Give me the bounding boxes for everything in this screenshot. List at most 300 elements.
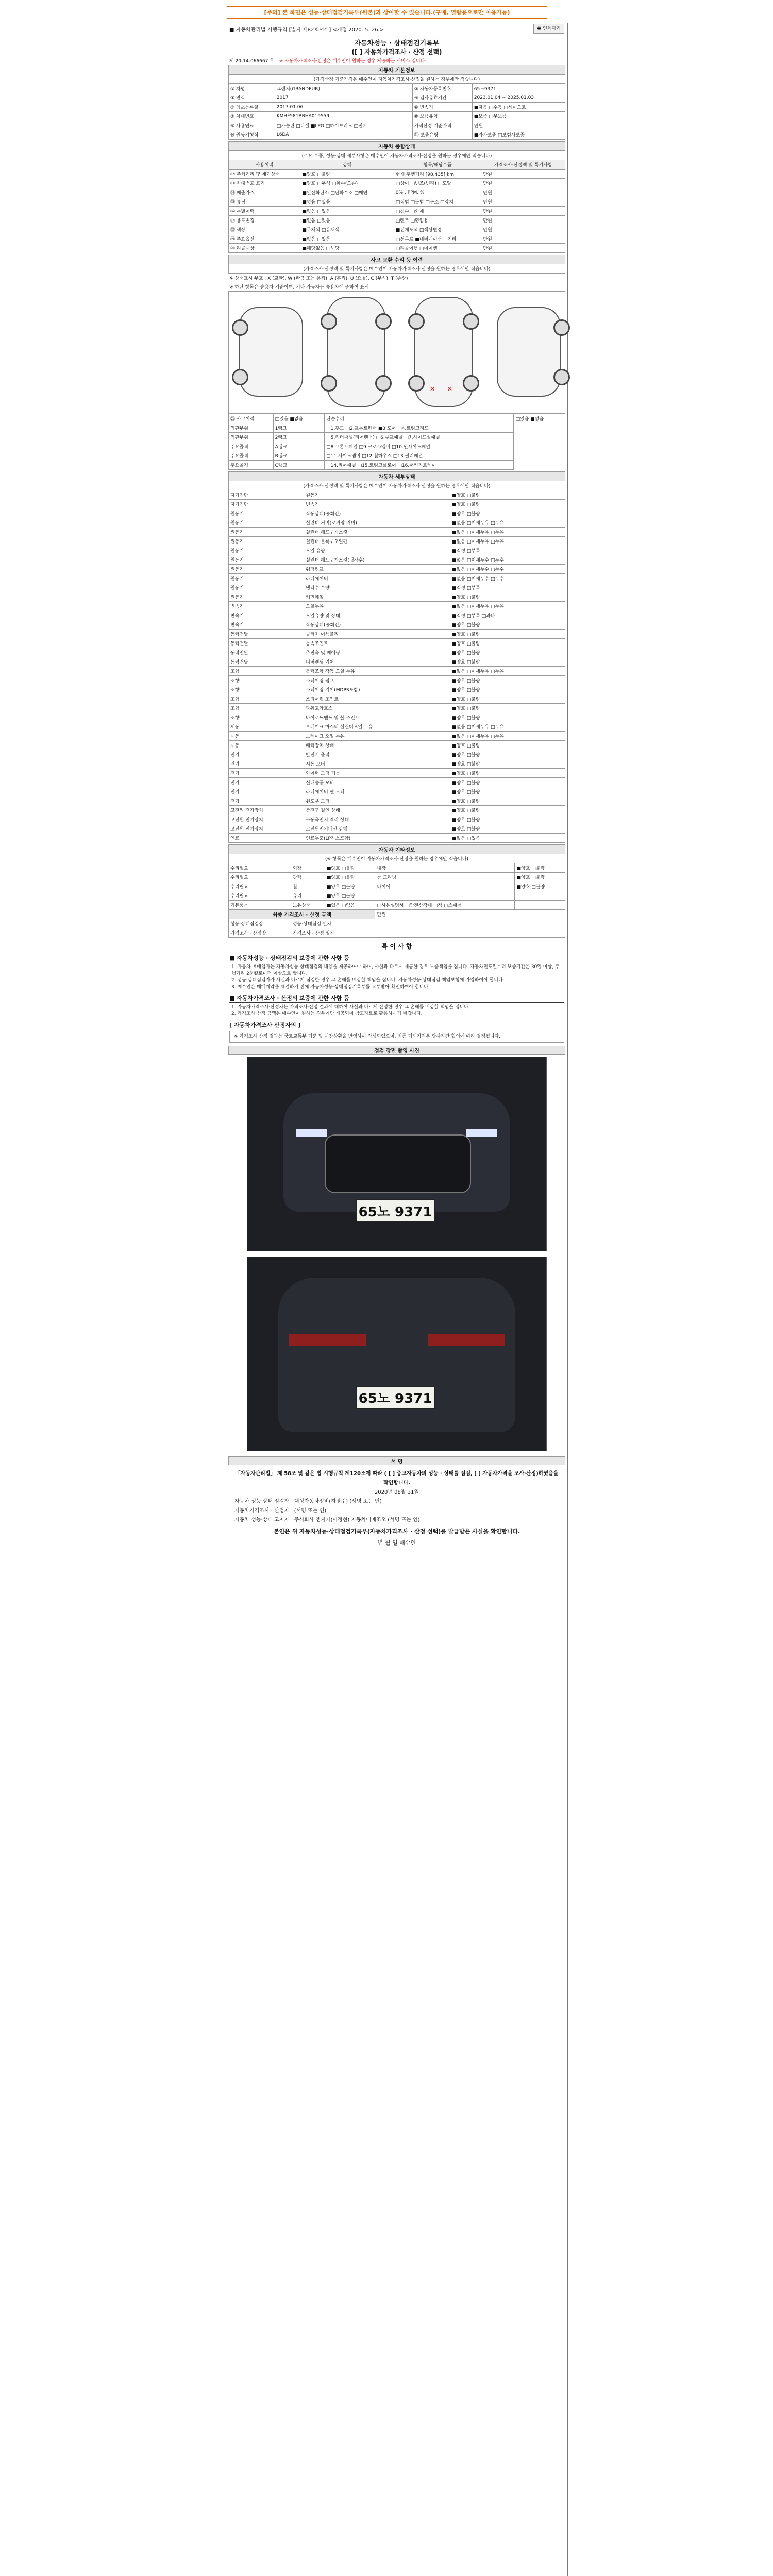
table-cell: 유리 <box>291 891 325 901</box>
table-row <box>229 863 565 873</box>
table-row <box>229 433 565 442</box>
table-row <box>229 234 565 244</box>
table-cell: 배력장치 상태 <box>304 741 450 750</box>
table-cell: 2랭크 <box>273 433 325 442</box>
wheel-icon <box>408 313 425 330</box>
table-cell: 라디에이터 <box>304 574 450 583</box>
table-cell <box>515 891 565 901</box>
table-cell: ■양호 □불량 <box>515 863 565 873</box>
table-row <box>229 423 565 433</box>
table-cell: ⑬ 차대번호 표기 <box>229 179 300 188</box>
table-row <box>229 451 565 461</box>
status-table <box>228 141 565 253</box>
table-cell: 파워고압호스 <box>304 704 450 713</box>
table-cell: 원동기 <box>229 528 304 537</box>
table-cell: 원동기 <box>229 509 304 518</box>
table-row <box>229 778 565 787</box>
table-cell: 전기 <box>229 787 304 796</box>
table-cell: 와이퍼 모터 기능 <box>304 769 450 778</box>
table-cell: ■양호 □불량 <box>450 490 565 500</box>
table-cell: 스티어링 기어(MDPS포함) <box>304 685 450 694</box>
table-cell: 고전원 전기장치 <box>229 815 304 824</box>
table-row <box>229 676 565 685</box>
table-row <box>229 741 565 750</box>
doc-title: 자동차성능 · 상태점검기록부 <box>354 40 440 47</box>
table-row <box>229 188 565 197</box>
table-row <box>229 518 565 528</box>
table-cell: 변속기 <box>304 500 450 509</box>
wheel-icon <box>553 319 570 336</box>
table-cell: 원동기 <box>229 583 304 592</box>
table-cell: ■일산화탄소 □탄화수소 □매연 <box>300 188 394 197</box>
notice-heading: ■ 자동차가격조사 · 산정의 보증에 관한 사항 등 <box>229 994 564 1003</box>
table-cell: 만원 <box>481 197 565 207</box>
table-cell: □상이 □변조(변타) □도말 <box>394 179 481 188</box>
table-cell: 수리필요 <box>229 863 291 873</box>
footer-statement: 본인은 위 자동차성능·상태점검기록부(자동차가격조사 · 산정 선택)를 발급받은 사실을 확인합니다. <box>273 1528 520 1535</box>
wheel-icon <box>375 313 392 330</box>
table-row <box>229 112 565 121</box>
table-cell: 전기 <box>229 769 304 778</box>
table-cell: ⑮ 튜닝 <box>229 197 300 207</box>
column-header: 상태 <box>300 160 394 170</box>
table-cell: ■없음 □미세누수 □누수 <box>450 555 565 565</box>
table-cell: 2023.01.04 ~ 2025.01.03 <box>472 93 565 103</box>
table-cell: 수리필요 <box>229 873 291 882</box>
table-row <box>229 555 565 565</box>
table-cell: ■없음 □있음 <box>300 234 394 244</box>
table-cell: ■없음 □미세누수 □누수 <box>450 574 565 583</box>
table-cell: A랭크 <box>273 442 325 451</box>
table-cell: 타이로드엔드 및 볼 조인트 <box>304 713 450 722</box>
car-top-front <box>327 297 385 407</box>
table-cell: 커먼레일 <box>304 592 450 602</box>
table-cell: ■없음 □미세누유 □누유 <box>450 722 565 732</box>
signer-label: 자동차가격조사 · 산정자 <box>234 1508 290 1514</box>
table-cell: ⑲ 주요옵션 <box>229 234 300 244</box>
table-row <box>229 121 565 130</box>
table-cell: ⑰ 용도변경 <box>229 216 300 225</box>
warning-banner: [주의] 본 화면은 성능·상태점검기록부(원본)과 상이할 수 있습니다.(구매, 열람용으로만 이용가능) <box>227 6 547 19</box>
table-cell: 워터펌프 <box>304 565 450 574</box>
table-cell: ■적정 □부족 □과다 <box>450 611 565 620</box>
table-cell: ■보증 □무보증 <box>472 112 565 121</box>
table-cell: C랭크 <box>273 461 325 470</box>
table-cell: 변속기 <box>229 602 304 611</box>
table-row <box>229 787 565 796</box>
table-cell: ■없음 □미세누유 □누유 <box>450 537 565 546</box>
table-cell: 연료누출(LP가스포함) <box>304 834 450 843</box>
table-cell: ■양호 □불량 <box>450 676 565 685</box>
doc-warning: ※ 자동차가격조사·산정은 매수인이 원하는 경우 제공하는 서비스 입니다. <box>279 59 427 64</box>
table-cell: 기본품목 <box>229 901 291 910</box>
section-title: 자동차 기본정보 <box>229 65 565 75</box>
table-cell: ■양호 □불량 <box>450 750 565 759</box>
notice-paragraph: 2. 가격조사·산정 금액은 매수인이 원하는 경우에만 제공되며 참고자료로 활용하시기 바랍니다. <box>231 1011 423 1016</box>
sign-statement: 「자동차관리법」 제 58조 및 같은 법 시행규칙 제120조에 따라 ( [ ] 중고자동차의 성능 · 상태를 점검, [ ] 자동차가격을 조사·산정)하였음을 확인합니다. <box>235 1471 559 1486</box>
table-cell: 브레이크 오일 누유 <box>304 732 450 741</box>
table-cell: 1랭크 <box>273 423 325 433</box>
table-cell: 주요골격 <box>229 442 274 451</box>
table-cell <box>515 901 565 910</box>
table-cell: ■없음 □미세누유 □누유 <box>450 732 565 741</box>
table-cell: ■없음 □미세누유 □누유 <box>450 667 565 676</box>
table-cell: 자기진단 <box>229 500 304 509</box>
table-row <box>229 750 565 759</box>
license-plate: 65노 9371 <box>356 1386 435 1409</box>
car-rear-photo <box>247 1257 547 1451</box>
table-row <box>229 197 565 207</box>
signer-label: 자동차 성능·상태 점검자 <box>234 1499 290 1504</box>
table-cell: 고전원 전기장치 <box>229 824 304 834</box>
table-cell: 조향 <box>229 694 304 704</box>
table-cell: 내장 <box>375 863 515 873</box>
signer-row <box>234 1506 559 1516</box>
table-cell: ■양호 □불량 <box>325 882 375 891</box>
sign-section-title: 서 명 <box>228 1456 565 1465</box>
table-row <box>229 667 565 676</box>
doc-number: 제 20-14-066667 호 <box>229 59 274 64</box>
table-cell: 휠 <box>291 882 325 891</box>
section-note: (가격조사·산정액 및 특기사항은 매수인이 자동차가격조사·산정을 원하는 경우에만 적습니다) <box>229 264 565 274</box>
table-row <box>229 901 565 910</box>
table-row <box>229 722 565 732</box>
table-cell: ■양호 □불량 <box>325 863 375 873</box>
table-cell: 만원 <box>481 216 565 225</box>
table-row <box>229 93 565 103</box>
table-cell: 65노9371 <box>472 84 565 93</box>
table-row <box>229 103 565 112</box>
doc-subtitle: ([ ] 자동차가격조사 · 산정 선택) <box>351 48 442 56</box>
table-cell: □가솔린 □디젤 ■LPG □하이브리드 □전기 <box>275 121 412 130</box>
table-cell: 만원 <box>481 188 565 197</box>
notice-paragraph: 3. 매수인은 매매계약을 체결하기 전에 자동차성능·상태점검기록부를 교부받아 확인하여야 합니다. <box>231 985 430 990</box>
notice-box-title: [ 자동차가격조사 산정자의 ] <box>229 1021 564 1029</box>
table-cell: ■없음 □있음 <box>450 834 565 843</box>
section-note: (※ 항목은 매수인이 자동차가격조사·산정을 원하는 경우에만 적습니다) <box>229 854 565 863</box>
table-cell: ■양호 □불량 <box>450 713 565 722</box>
table-cell: ⑩ 원동기형식 <box>229 130 275 140</box>
table-cell: ⑥ 변속기 <box>412 103 472 112</box>
damage-mark-icon: ✕ <box>447 385 453 393</box>
table-cell: ■양호 □불량 <box>450 639 565 648</box>
table-cell: 원동기 <box>229 518 304 528</box>
signer-row <box>234 1516 559 1525</box>
table-row <box>229 694 565 704</box>
table-cell: 연료 <box>229 834 304 843</box>
table-cell: ■양호 □불량 <box>450 648 565 657</box>
table-row <box>229 685 565 694</box>
table-cell: ■양호 □부식 □훼손(오손) <box>300 179 394 188</box>
inspect-label: 가격조사 · 산정장 <box>229 928 291 938</box>
table-cell: ⑨ 사용연료 <box>229 121 275 130</box>
table-row <box>229 546 565 555</box>
table-cell: ■없음 □미세누유 □누유 <box>450 528 565 537</box>
print-button[interactable] <box>533 24 564 34</box>
table-cell: 원동기 <box>229 555 304 565</box>
table-cell: □8.프론트패널 □9.크로스멤버 □10.인사이드패널 <box>325 442 514 451</box>
table-cell: 오일누유 <box>304 602 450 611</box>
table-row <box>229 500 565 509</box>
table-cell: ■무채색 □유채색 <box>300 225 394 234</box>
signer-value: (서명 또는 인) <box>294 1508 327 1514</box>
table-cell: □침수 □화재 <box>394 207 481 216</box>
table-row <box>229 806 565 815</box>
table-cell: 원동기 <box>229 574 304 583</box>
simple-repair-label: 단순수리 <box>325 414 514 423</box>
car-side-right <box>497 307 561 397</box>
table-cell: □렌트 □영업용 <box>394 216 481 225</box>
table-cell: ■있음 □없음 <box>325 901 375 910</box>
table-cell: ⑳ 리콜대상 <box>229 244 300 253</box>
table-cell: 고전원전기배선 상태 <box>304 824 450 834</box>
table-row <box>229 170 565 179</box>
table-cell: 제동 <box>229 722 304 732</box>
table-row <box>229 216 565 225</box>
table-cell: 작동상태(공회전) <box>304 509 450 518</box>
table-cell: 라디에이터 팬 모터 <box>304 787 450 796</box>
headlight-left <box>296 1129 327 1137</box>
table-cell: 변속기 <box>229 611 304 620</box>
table-cell: ■자가보증 □보험사보증 <box>472 130 565 140</box>
table-row <box>229 574 565 583</box>
table-cell: ■양호 □불량 <box>450 824 565 834</box>
table-cell: ■양호 □불량 <box>450 500 565 509</box>
table-cell: ■없음 □있음 <box>300 207 394 216</box>
basic-info-table <box>228 65 565 140</box>
table-cell: ■양호 □불량 <box>450 685 565 694</box>
table-cell: ■양호 □불량 <box>450 592 565 602</box>
table-cell: ■양호 □불량 <box>450 806 565 815</box>
table-cell: 스티어링 조인트 <box>304 694 450 704</box>
table-cell: □선루프 ■내비게이션 □기타 <box>394 234 481 244</box>
table-cell: 고전원 전기장치 <box>229 806 304 815</box>
table-row <box>229 815 565 824</box>
table-row <box>229 528 565 537</box>
table-cell: ■없음 □미세누유 □누유 <box>450 602 565 611</box>
table-row <box>229 565 565 574</box>
table-row <box>229 490 565 500</box>
legend-text: ※ 상태표시 부호 : X (교환), W (판금 또는 용접), A (흠집), U (요철), C (부식), T (손상) <box>229 276 408 281</box>
table-cell: 외판부위 <box>229 433 274 442</box>
table-cell: 실린더 헤드 / 개스킷(냉각수) <box>304 555 450 565</box>
table-row <box>229 84 565 93</box>
table-cell: 수리필요 <box>229 882 291 891</box>
inspection-record <box>226 23 568 2576</box>
table-cell: ■양호 □불량 <box>450 769 565 778</box>
section-note: (가격산정 기준가격은 매수인이 자동차가격조사·산정을 원하는 경우에만 적습니다) <box>229 75 565 84</box>
detail-table <box>228 471 565 843</box>
headlight-right <box>466 1129 497 1137</box>
table-cell: ■양호 □불량 <box>325 873 375 882</box>
table-cell: □14.리어패널 □15.트렁크플로어 □16.패키지트레이 <box>325 461 514 470</box>
table-cell: 만원 <box>472 121 565 130</box>
column-header: 사용이력 <box>229 160 300 170</box>
table-row <box>229 630 565 639</box>
notice-box: ※ 가격조사·산정 결과는 국토교통부 기준 및 시장상황을 반영하여 작성되었으며, 최종 거래가격은 당사자간 협의에 따라 결정됩니다. <box>229 1031 564 1043</box>
table-cell: 동력조향 작동 오일 누유 <box>304 667 450 676</box>
damage-mark-icon: ✕ <box>430 385 435 393</box>
table-cell: 만원 <box>481 234 565 244</box>
table-cell: L6DA <box>275 130 412 140</box>
table-cell: □5.쿼터패널(리어휀더) □6.루프패널 □7.사이드실패널 <box>325 433 514 442</box>
table-cell: 현재 주행거리 [98,435] km <box>394 170 481 179</box>
table-cell: B랭크 <box>273 451 325 461</box>
wheel-icon <box>463 375 479 392</box>
table-cell: 원동기 <box>304 490 450 500</box>
table-row <box>229 657 565 667</box>
table-cell: □리콜이행 □미이행 <box>394 244 481 253</box>
table-cell: □사용설명서 □안전삼각대 □잭 □스패너 <box>375 901 515 910</box>
table-cell: 클러치 어셈블리 <box>304 630 450 639</box>
table-cell: ■양호 □불량 <box>450 704 565 713</box>
wheel-icon <box>553 369 570 385</box>
taillight-left <box>289 1334 366 1346</box>
table-cell: ■적정 □부족 <box>450 546 565 555</box>
table-cell: ■양호 □불량 <box>450 657 565 667</box>
table-cell: 조향 <box>229 667 304 676</box>
simple-repair-value: □있음 ■없음 <box>514 414 565 423</box>
table-cell: 등속조인트 <box>304 639 450 648</box>
table-cell: 0% , PPM, % <box>394 188 481 197</box>
accident-header <box>228 255 565 274</box>
wheel-icon <box>321 375 337 392</box>
sign-date: 2020년 08월 31일 <box>374 1489 419 1495</box>
table-cell: 자기진단 <box>229 490 304 500</box>
wheel-icon <box>321 313 337 330</box>
table-row <box>229 759 565 769</box>
notice-paragraph: 1. 자동차 매매업자는 자동차성능·상태점검의 내용을 제공하여야 하며, 사실과 다르게 제공한 경우 보증책임을 집니다. 자동차인도일부터 보증기간은 30일 이상, 주행거리 2천킬로미터 이상으로 합니다. <box>231 964 560 976</box>
final-price-value: 만원 <box>375 910 565 919</box>
table-cell: KMHF581BBHA019559 <box>275 112 412 121</box>
table-cell: 변속기 <box>229 620 304 630</box>
table-row <box>229 509 565 518</box>
table-cell: ■양호 □불량 <box>450 778 565 787</box>
table-cell: 2017 <box>275 93 412 103</box>
table-cell: ■없음 □미세누유 □누유 <box>450 518 565 528</box>
table-cell: 주요골격 <box>229 451 274 461</box>
table-cell: 시동 모터 <box>304 759 450 769</box>
table-row <box>229 704 565 713</box>
table-cell: 실린더 헤드 / 개스킷 <box>304 528 450 537</box>
table-cell: ■양호 □불량 <box>515 882 565 891</box>
notice-paragraph: 1. 자동차가격조사·산정자는 가격조사·산정 결과에 대하여 사실과 다르게 산정한 경우 그 손해를 배상할 책임을 집니다. <box>231 1005 470 1010</box>
table-cell: ⑪ 보증유형 <box>412 130 472 140</box>
doc-header <box>226 23 567 35</box>
signer-label: 자동차 성능·상태 고지자 <box>234 1517 290 1523</box>
table-cell: 윈도우 모터 <box>304 796 450 806</box>
table-cell: 발전기 출력 <box>304 750 450 759</box>
table-cell: ⑭ 배출가스 <box>229 188 300 197</box>
table-cell: ⑤ 최초등록일 <box>229 103 275 112</box>
print-icon: 🖶 <box>536 26 542 31</box>
table-cell: 디퍼렌셜 기어 <box>304 657 450 667</box>
legend-text: ※ 하단 항목은 승용차 기준이며, 기타 자동차는 승용차에 준하여 표시 <box>229 285 369 290</box>
table-row <box>229 583 565 592</box>
table-cell: 실린더 블록 / 오일팬 <box>304 537 450 546</box>
table-cell: ■양호 □불량 <box>450 741 565 750</box>
inspect-date-label: 성능·상태점검 일자 <box>291 919 565 928</box>
table-cell <box>375 891 515 901</box>
table-row <box>229 461 565 470</box>
table-cell: ⑧ 보증유형 <box>412 112 472 121</box>
license-plate: 65노 9371 <box>356 1199 435 1222</box>
car-top-rear <box>414 297 473 407</box>
table-cell: 조향 <box>229 685 304 694</box>
table-cell: □11.사이드멤버 □12.휠하우스 □13.필러패널 <box>325 451 514 461</box>
table-cell: ■없음 □미세누수 □누수 <box>450 565 565 574</box>
table-cell: ⑦ 차대번호 <box>229 112 275 121</box>
buyer-line: 년 월 일 매수인 <box>377 1539 416 1546</box>
table-cell: ■양호 □불량 <box>450 787 565 796</box>
table-cell: 전기 <box>229 750 304 759</box>
table-cell: 냉각수 수량 <box>304 583 450 592</box>
table-row <box>229 882 565 891</box>
table-row <box>229 207 565 216</box>
car-diagram <box>228 291 565 414</box>
table-cell: ⑯ 특별이력 <box>229 207 300 216</box>
table-cell: ■양호 □불량 <box>325 891 375 901</box>
table-cell: 오일 유량 <box>304 546 450 555</box>
table-cell: ■자동 □수동 □세미오토 <box>472 103 565 112</box>
photo-section-title: 점검 장면 촬영 사진 <box>228 1046 565 1055</box>
table-cell: 만원 <box>481 207 565 216</box>
sign-block <box>226 1467 567 1527</box>
table-cell: 충전구 절연 상태 <box>304 806 450 815</box>
table-row <box>229 592 565 602</box>
table-row <box>229 602 565 611</box>
table-cell: □적법 □불법 □구조 □장치 <box>394 197 481 207</box>
table-cell: 외장 <box>291 863 325 873</box>
table-cell: ⑫ 주행거리 및 계기상태 <box>229 170 300 179</box>
table-cell: 실내송풍 모터 <box>304 778 450 787</box>
table-cell: ■양호 □불량 <box>450 759 565 769</box>
table-cell: ■양호 □불량 <box>450 815 565 824</box>
table-cell: 전기 <box>229 759 304 769</box>
table-cell: 원동기 <box>229 537 304 546</box>
section-note: (가격조사·산정액 및 특기사항은 매수인이 자동차가격조사·산정을 원하는 경우에만 적습니다) <box>229 481 565 490</box>
column-header: 가격조사·산정액 및 특기사항 <box>481 160 565 170</box>
car-side-left <box>239 307 303 397</box>
inspect-label: 성능·상태점검장 <box>229 919 291 928</box>
table-cell: 작동상태(공회전) <box>304 620 450 630</box>
table-cell: ■없음 □있음 <box>300 216 394 225</box>
section-title: 자동차 종합상태 <box>229 142 565 151</box>
table-row <box>229 732 565 741</box>
section-title: 사고 교환 수리 등 이력 <box>229 255 565 264</box>
table-cell: ■양호 □불량 <box>450 694 565 704</box>
table-row <box>229 796 565 806</box>
table-row <box>229 442 565 451</box>
table-cell: 전기 <box>229 796 304 806</box>
extra-table <box>228 844 565 938</box>
table-cell: ■전체도색 □색상변경 <box>394 225 481 234</box>
table-cell: ② 자동차등록번호 <box>412 84 472 93</box>
table-cell: 동력전달 <box>229 639 304 648</box>
table-row <box>229 225 565 234</box>
signer-value: 대성자동차정비(하병주) (서명 또는 인) <box>294 1499 382 1504</box>
table-cell: 동력전달 <box>229 648 304 657</box>
table-row <box>229 713 565 722</box>
section-note: (주요 부품, 성능·상태 세부사항은 매수인이 자동차가격조사·산정을 원하는 경우에만 적습니다) <box>229 151 565 160</box>
table-cell: 2017.01.06 <box>275 103 412 112</box>
table-cell: ■없음 □있음 <box>300 197 394 207</box>
table-cell: 만원 <box>481 170 565 179</box>
accident-table <box>228 414 565 470</box>
table-cell: 조향 <box>229 676 304 685</box>
table-cell: 보유상태 <box>291 901 325 910</box>
table-cell: ■양호 □불량 <box>450 796 565 806</box>
